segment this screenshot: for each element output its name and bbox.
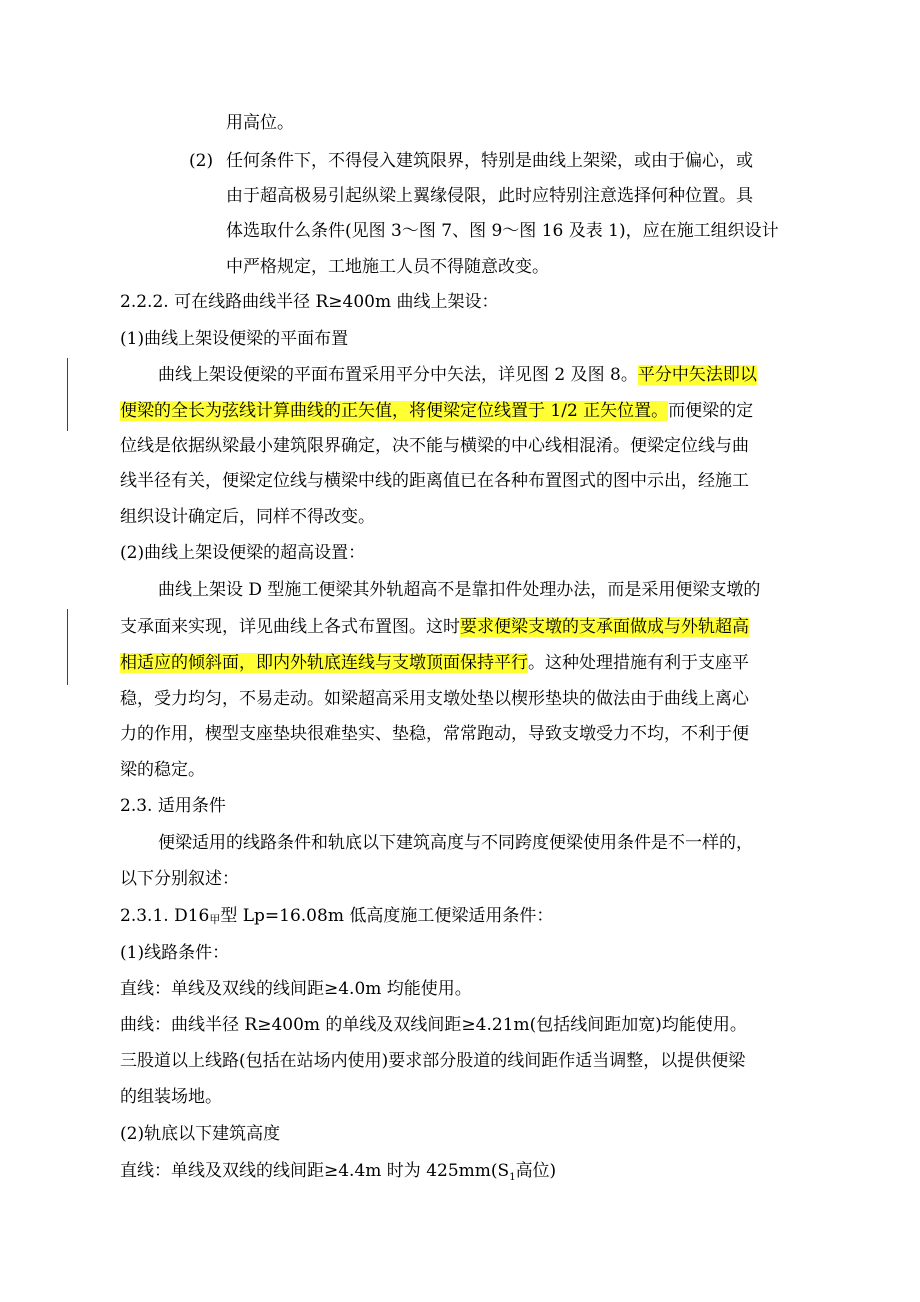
text-segment: 曲线上架设便梁的平面布置采用平分中矢法，详见图 2 及图 8。	[158, 365, 638, 385]
revision-bar	[67, 358, 68, 431]
paragraph-line: 的组装场地。	[120, 1087, 222, 1107]
paragraph-line: 组织设计确定后，同样不得改变。	[120, 507, 375, 527]
paragraph-line: 稳，受力均匀，不易走动。如梁超高采用支墩处垫以楔形垫块的做法由于曲线上离心	[120, 689, 749, 709]
subscript-text: 甲	[209, 913, 221, 926]
highlighted-text: 便梁的全长为弦线计算曲线的正矢值，将便梁定位线置于 1/2 正矢位置。	[120, 401, 669, 421]
paragraph-line: 三股道以上线路(包括在站场内使用)要求部分股道的线间距作适当调整，以提供便梁	[120, 1051, 746, 1071]
paragraph-line	[120, 1158, 556, 1184]
text-line: 体选取什么条件(见图 3～图 7、图 9～图 16 及表 1)，应在施工组织设计	[226, 221, 779, 241]
list-number: (2)	[189, 151, 214, 171]
paragraph-line: 位线是依据纵梁最小建筑限界确定，决不能与横梁的中心线相混淆。便梁定位线与曲	[120, 436, 749, 456]
paragraph-line	[120, 398, 753, 424]
revision-bar	[67, 609, 68, 685]
section-heading: 2.3. 适用条件	[120, 796, 226, 816]
paragraph-line: 便梁适用的线路条件和轨底以下建筑高度与不同跨度便梁使用条件是不一样的，	[158, 833, 753, 853]
highlighted-text: 相适应的倾斜面，即内外轨底连线与支墩顶面保持平行	[120, 653, 528, 673]
paragraph-line: 直线：单线及双线的线间距≥4.0m 均能使用。	[120, 979, 472, 999]
subsection-heading: (2)曲线上架设便梁的超高设置：	[120, 543, 366, 563]
subsection-heading: (2)轨底以下建筑高度	[120, 1124, 281, 1144]
subsection-heading: (1)曲线上架设便梁的平面布置	[120, 329, 349, 349]
text-line: 中严格规定，工地施工人员不得随意改变。	[226, 257, 549, 277]
paragraph-line: 曲线：曲线半径 R≥400m 的单线及双线间距≥4.21m(包括线间距加宽)均能使用。	[120, 1015, 747, 1035]
paragraph-line: 梁的稳定。	[120, 760, 205, 780]
paragraph-line	[120, 614, 749, 640]
section-heading	[120, 903, 553, 929]
section-heading: 2.2.2. 可在线路曲线半径 R≥400m 曲线上架设：	[120, 292, 499, 312]
paragraph-line: 曲线上架设 D 型施工便梁其外轨超高不是靠扣件处理办法，而是采用便梁支墩的	[158, 580, 761, 600]
highlighted-text: 平分中矢法即以	[637, 365, 757, 385]
paragraph-line: 线半径有关，便梁定位线与横梁中线的距离值已在各种布置图式的图中示出，经施工	[120, 471, 749, 491]
text-segment: 高位)	[515, 1161, 557, 1181]
text-segment: 而便梁的定	[668, 401, 754, 421]
paragraph-line: 以下分别叙述：	[120, 869, 239, 889]
text-segment: 型 Lp=16.08m 低高度施工便梁适用条件：	[220, 906, 554, 926]
text-segment: 支承面来实现，详见曲线上各式布置图。这时	[120, 617, 460, 637]
subscript-text: 1	[509, 1172, 516, 1183]
paragraph-line	[120, 650, 749, 676]
text-segment: 。这种处理措施有利于支座平	[528, 653, 749, 673]
paragraph-line	[158, 362, 757, 388]
text-segment: 直线：单线及双线的线间距≥4.4m 时为 425mm(S	[120, 1161, 510, 1181]
text-line: 任何条件下，不得侵入建筑限界，特别是曲线上架梁，或由于偏心，或	[226, 151, 753, 171]
subsection-heading: (1)线路条件：	[120, 943, 230, 963]
text-line: 由于超高极易引起纵梁上翼缘侵限，此时应特别注意选择何种位置。具	[226, 186, 753, 206]
text-line: 用高位。	[226, 113, 294, 133]
text-segment: 2.3.1. D16	[120, 906, 210, 926]
highlighted-text: 要求便梁支墩的支承面做成与外轨超高	[460, 617, 749, 637]
paragraph-line: 力的作用，楔型支座垫块很难垫实、垫稳，常常跑动，导致支墩受力不均，不利于便	[120, 724, 749, 744]
